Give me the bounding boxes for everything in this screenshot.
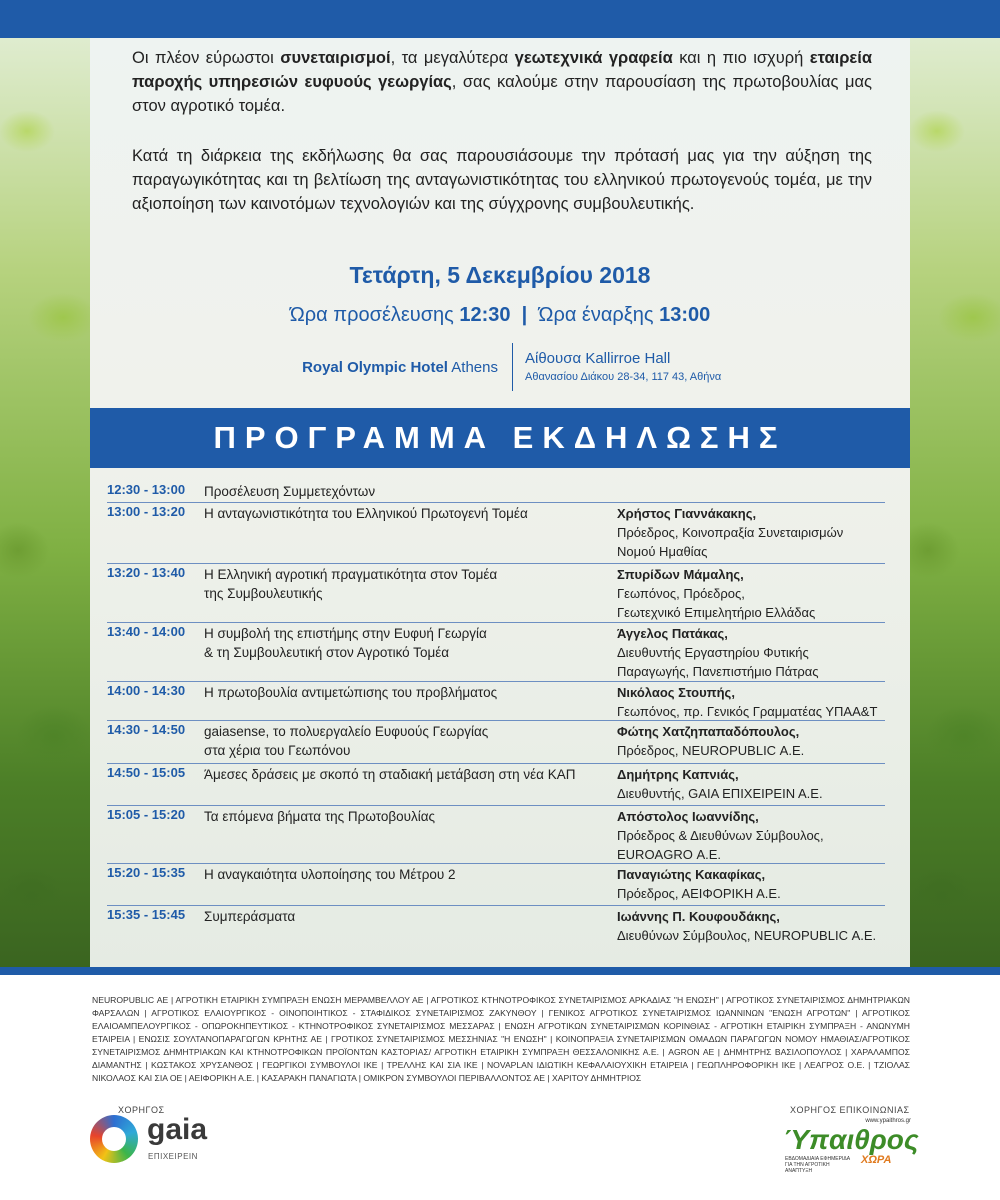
field-image-left bbox=[0, 38, 90, 970]
speaker-role: Πρόεδρος, NEUROPUBLIC Α.Ε. bbox=[617, 743, 805, 758]
program-topic-line: στα χέρια του Γεωπόνου bbox=[204, 743, 351, 758]
speaker-name: Χρήστος Γιαννάκακης, bbox=[617, 506, 757, 521]
gaia-logo bbox=[90, 1115, 240, 1167]
media-sponsor-label: ΧΟΡΗΓΟΣ ΕΠΙΚΟΙΝΩΝΙΑΣ bbox=[790, 1105, 910, 1115]
program-topic-line: Η ανταγωνιστικότητα του Ελληνικού Πρωτογενή Τομέα bbox=[204, 506, 528, 521]
program-row bbox=[107, 681, 885, 721]
event-date: Τετάρτη, 5 Δεκεμβρίου 2018 bbox=[349, 262, 651, 288]
program-topic-line: Η Ελληνική αγροτική πραγματικότητα στον Τομέα bbox=[204, 567, 498, 582]
program-topic-line: Η πρωτοβουλία αντιμετώπισης του προβλήματος bbox=[204, 685, 498, 700]
program-row bbox=[107, 905, 885, 947]
program-topic-line: Προσέλευση Συμμετεχόντων bbox=[204, 484, 376, 499]
program-row bbox=[107, 480, 885, 503]
speaker-role: Πρόεδρος, ΑΕΙΦΟΡΙΚΗ Α.Ε. bbox=[617, 886, 781, 901]
speaker-name: Νικόλαος Στουπής, bbox=[617, 685, 735, 700]
program-topic bbox=[204, 865, 604, 884]
program-speaker bbox=[617, 683, 885, 721]
bottom-bar bbox=[0, 967, 1000, 975]
ypaithros-url: www.ypaithros.gr bbox=[865, 1118, 911, 1124]
venue-divider bbox=[512, 343, 513, 391]
speaker-role: Διευθυντής, GAIA ΕΠΙΧΕΙΡΕΙΝ Α.Ε. bbox=[617, 786, 823, 801]
speaker-role: Παραγωγής, Πανεπιστήμιο Πάτρας bbox=[617, 664, 819, 679]
program-topic bbox=[204, 683, 604, 702]
program-topic-line: Συμπεράσματα bbox=[204, 909, 296, 924]
venue-address: Αθανασίου Διάκου 28-34, 117 43, Αθήνα bbox=[525, 371, 722, 383]
speaker-role: Νομού Ημαθίας bbox=[617, 544, 708, 559]
program-time: 13:00 - 13:20 bbox=[107, 504, 186, 519]
program-topic-line: της Συμβουλευτικής bbox=[204, 586, 323, 601]
speaker-name: Ιωάννης Π. Κουφουδάκης, bbox=[617, 909, 780, 924]
venue-hotel: Royal Olympic Hotel Athens bbox=[302, 359, 498, 376]
program-speaker bbox=[617, 765, 885, 803]
program-speaker bbox=[617, 565, 885, 622]
speaker-name: Δημήτρης Καπνιάς, bbox=[617, 767, 739, 782]
program-topic-line: Η αναγκαιότητα υλοποίησης του Μέτρου 2 bbox=[204, 867, 456, 882]
speaker-role: Πρόεδρος, Κοινοπραξία Συνεταιρισμών bbox=[617, 525, 844, 540]
program-speaker bbox=[617, 504, 885, 561]
program-topic bbox=[204, 565, 604, 603]
program-row bbox=[107, 863, 885, 906]
program-time: 14:30 - 14:50 bbox=[107, 722, 186, 737]
speaker-name: Φώτης Χατζηπαπαδόπουλος, bbox=[617, 724, 800, 739]
program-topic-line: Τα επόμενα βήματα της Πρωτοβουλίας bbox=[204, 809, 436, 824]
program-time: 13:20 - 13:40 bbox=[107, 565, 186, 580]
program-row bbox=[107, 805, 885, 864]
program-speaker bbox=[617, 907, 885, 945]
ypaithros-logo bbox=[783, 1118, 919, 1174]
speaker-name: Άγγελος Πατάκας, bbox=[617, 626, 728, 641]
field-image-right bbox=[910, 38, 1000, 970]
program-row bbox=[107, 563, 885, 623]
speaker-name: Παναγιώτης Κακαφίκας, bbox=[617, 867, 766, 882]
program-row bbox=[107, 763, 885, 806]
program-topic bbox=[204, 722, 604, 760]
program-time: 15:35 - 15:45 bbox=[107, 907, 186, 922]
program-topic-line: Η συμβολή της επιστήμης στην Ευφυή Γεωργία bbox=[204, 626, 487, 641]
intro-paragraph-1: Οι πλέον εύρωστοι συνεταιρισμοί, τα μεγαλύτερα γεωτεχνικά γραφεία και η πιο ισχυρή εταιρεία παροχής υπηρεσιών ευφυούς γεωργίας, σας καλούμε στην παρουσίαση της πρωτοβουλίας μας στον αγροτικό τομέα. bbox=[132, 49, 872, 115]
program-topic bbox=[204, 482, 604, 501]
program-speaker bbox=[617, 865, 885, 903]
program-time: 13:40 - 14:00 bbox=[107, 624, 186, 639]
gaia-logo-name: gaia bbox=[147, 1113, 208, 1146]
program-topic bbox=[204, 907, 604, 926]
program-topic bbox=[204, 765, 604, 784]
program-speaker bbox=[617, 807, 885, 864]
member-list: NEUROPUBLIC ΑΕ | ΑΓΡΟΤΙΚΗ ΕΤΑΙΡΙΚΗ ΣΥΜΠΡΑΞΗ ΕΝΩΣΗ ΜΕΡΑΜΒΕΛΛΟΥ ΑΕ | ΑΓΡΟΤΙΚΟΣ ΚΤΗΝΟΤΡΟΦΙΚΟΣ ΣΥΝΕΤΑΙΡΙΣΜΟΣ ΑΡΚΑΔΙΑΣ "Η ΕΝΩΣΗ" | ΑΓΡΟΤΙΚΟΣ ΣΥΝΕΤΑΙΡΙΣΜΟΣ ΔΗΜΗΤΡΙΑΚΩΝ ΦΑΡΣΑΛΩΝ | ΑΓΡΟΤΙΚΟΣ ΕΛΑΙΟΥΡΓΙΚΟΣ - ΟΙΝΟΠΟΙΗΤΙΚΟΣ - ΣΤΑΦΙΔΙΚΟΣ ΣΥΝΕΤΑΙΡΙΣΜΟΣ ΖΑΚΥΝΘΟΥ | ΓΕΝΙΚΟΣ ΑΓΡΟΤΙΚΟΣ ΣΥΝΕΤΑΙΡΙΣΜΟΣ ΙΩΑΝΝΙΝΩΝ "ΕΝΩΣΗ ΑΓΡΟΤΩΝ" | ΑΓΡΟΤΙΚΟΣ ΕΛΑΙΟΑΜΠΕΛΟΥΡΓΙΚΟΣ - ΟΠΩΡΟΚΗΠΕΥΤΙΚΟΣ - ΚΤΗΝΟΤΡΟΦΙΚΟΣ ΣΥΝΕΤΑΙΡΙΣΜΟΣ ΜΕΣΣΑΡΑΣ | ΕΝΩΣΗ ΑΓΡΟΤΙΚΩΝ ΣΥΝΕΤΑΙΡΙΣΜΩΝ ΚΟΡΙΝΘΙΑΣ - ΑΓΡΟΤΙΚΗ ΕΤΑΙΡΙΚΗ ΣΥΜΠΡΑΞΗ - ΑΝΩΝΥΜΗ ΕΤΑΙΡΕΙΑ | ΕΝΩΣΙΣ ΣΟΥΛΤΑΝΟΠΑΡΑΓΩΓΩΝ ΚΡΗΤΗΣ ΑΕ | ΓΡΟΤΙΚΟΣ ΣΥΝΕΤΑΙΡΙΣΜΟΣ ΜΕΣΣΗΝΙΑΣ "Η ΕΝΩΣΗ" | ΚΟΙΝΟΠΡΑΞΙΑ ΣΥΝΕΤΑΙΡΙΣΜΩΝ ΟΜΑΔΩΝ ΠΑΡΑΓΩΓΩΝ ΝΟΜΟΥ ΗΜΑΘΙΑΣ/ΑΓΡΟΤΙΚΟΣ ΣΥΝΕΤΑΙΡΙΣΜΟΣ ΔΗΜΗΤΡΙΑΚΩΝ ΚΑΙ ΚΤΗΝΟΤΡΟΦΙΚΩΝ ΠΡΟΪΟΝΤΩΝ ΚΑΣΤΟΡΙΑΣ/ ΑΓΡΟΤΙΚΗ ΕΤΑΙΡΙΚΗ ΣΥΜΠΡΑΞΗ ΘΕΣΣΑΛΟΝΙΚΗΣ Α.Ε. | AGRON AE | ΔΗΜΗΤΡΗΣ ΒΑΣΙΛΟΠΟΥΛΟΣ | ΧΑΡΑΛΑΜΠΟΣ ΔΙΑΜΑΝΤΗΣ | ΚΩΣΤΑΚΟΣ ΧΡΥΣΑΝΘΟΣ | ΓΕΩΡΓΙΚΟΙ ΣΥΜΒΟΥΛΟΙ ΙΚΕ | ΤΡΕΛΛΗΣ ΚΑΙ ΣΙΑ ΙΚΕ | NOVAPLAN ΙΔΙΩΤΙΚΗ ΚΕΦΑΛΑΙΟΥΧΙΚΗ ΕΤΑΙΡΕΙΑ | ΓΕΩΠΛΗΡΟΦΟΡΙΚΗ ΙΚΕ | ΛΕΑΓΡΟΣ Ο.Ε. | ΤΖΙΟΛΑΣ ΝΙΚΟΛΑΟΣ ΚΑΙ ΣΙΑ ΟΕ | ΑΕΙΦΟΡΙΚΗ Α.Ε. | ΚΑΣΑΡΑΚΗ ΠΑΝΑΓΙΩΤΑ | ΟΜΙΚΡΟΝ ΣΥΜΒΟΥΛΟΙ ΠΕΡΙΒΑΛΛΟΝΤΟΣ ΑΕ | ΧΑΡΙΤΟΥ ΔΗΜΗΤΡΙΟΣ bbox=[92, 995, 910, 1083]
speaker-name: Απόστολος Ιωαννίδης, bbox=[617, 809, 759, 824]
ypaithros-name: Ύπαιθρος bbox=[783, 1124, 919, 1155]
sponsor-label: ΧΟΡΗΓΟΣ bbox=[118, 1105, 165, 1115]
program-speaker bbox=[617, 722, 885, 760]
speaker-role: Γεωτεχνικό Επιμελητήριο Ελλάδας bbox=[617, 605, 816, 620]
program-time: 14:50 - 15:05 bbox=[107, 765, 186, 780]
speaker-role: Διευθυντής Εργαστηρίου Φυτικής bbox=[617, 645, 809, 660]
ypaithros-chora: ΧΩΡΑ bbox=[861, 1154, 892, 1166]
gaia-logo-icon bbox=[90, 1115, 138, 1163]
program-time: 15:05 - 15:20 bbox=[107, 807, 186, 822]
event-times: Ώρα προσέλευσης 12:30 | Ώρα έναρξης 13:00 bbox=[289, 304, 711, 326]
program-topic bbox=[204, 504, 604, 523]
program-time: 14:00 - 14:30 bbox=[107, 683, 186, 698]
speaker-role: Διευθύνων Σύμβουλος, NEUROPUBLIC Α.Ε. bbox=[617, 928, 877, 943]
program-topic-line: & τη Συμβουλευτική στον Αγροτικό Τομέα bbox=[204, 645, 450, 660]
program-time: 15:20 - 15:35 bbox=[107, 865, 186, 880]
program-topic-line: gaiasense, το πολυεργαλείο Ευφυούς Γεωργίας bbox=[204, 724, 489, 739]
program-topic bbox=[204, 624, 604, 662]
program-topic bbox=[204, 807, 604, 826]
speaker-role: Γεωπόνος, Πρόεδρος, bbox=[617, 586, 745, 601]
program-time: 12:30 - 13:00 bbox=[107, 482, 186, 497]
top-bar bbox=[0, 0, 1000, 38]
venue-hall: Αίθουσα Kallirroe Hall Αθανασίου Διάκου 28-34, 117 43, Αθήνα bbox=[525, 350, 722, 383]
gaia-logo-sub: ΕΠΙΧΕΙΡΕΙΝ bbox=[148, 1152, 198, 1161]
intro-paragraph-2: Κατά τη διάρκεια της εκδήλωσης θα σας παρουσιάσουμε την πρότασή μας για την αύξηση της παραγωγικότητας και τη βελτίωση της ανταγωνιστικότητας του ελληνικού πρωτογενούς τομέα, με την αξιοποίηση των καινοτόμων τεχνολογιών και της σύγχρονης συμβουλευτικής. bbox=[132, 147, 872, 213]
program-row bbox=[107, 502, 885, 564]
program-title: ΠΡΟΓΡΑΜΜΑ ΕΚΔΗΛΩΣΗΣ bbox=[90, 408, 910, 468]
speaker-role: Πρόεδρος & Διευθύνων Σύμβουλος, bbox=[617, 828, 824, 843]
speaker-role: Γεωπόνος, πρ. Γενικός Γραμματέας ΥΠΑΑ&Τ bbox=[617, 704, 878, 719]
ypaithros-subtitle: ΕΒΔΟΜΑΔΙΑΙΑ ΕΦΗΜΕΡΙΔΑ ΓΙΑ ΤΗΝ ΑΓΡΟΤΙΚΗ ΑΝΑΠΤΥΞΗ bbox=[785, 1156, 850, 1174]
program-topic-line: Άμεσες δράσεις με σκοπό τη σταδιακή μετάβαση στη νέα ΚΑΠ bbox=[204, 767, 576, 782]
program-row bbox=[107, 720, 885, 764]
program-row bbox=[107, 622, 885, 682]
speaker-name: Σπυρίδων Μάμαλης, bbox=[617, 567, 744, 582]
speaker-role: EUROAGRO Α.Ε. bbox=[617, 847, 722, 862]
program-speaker bbox=[617, 624, 885, 681]
